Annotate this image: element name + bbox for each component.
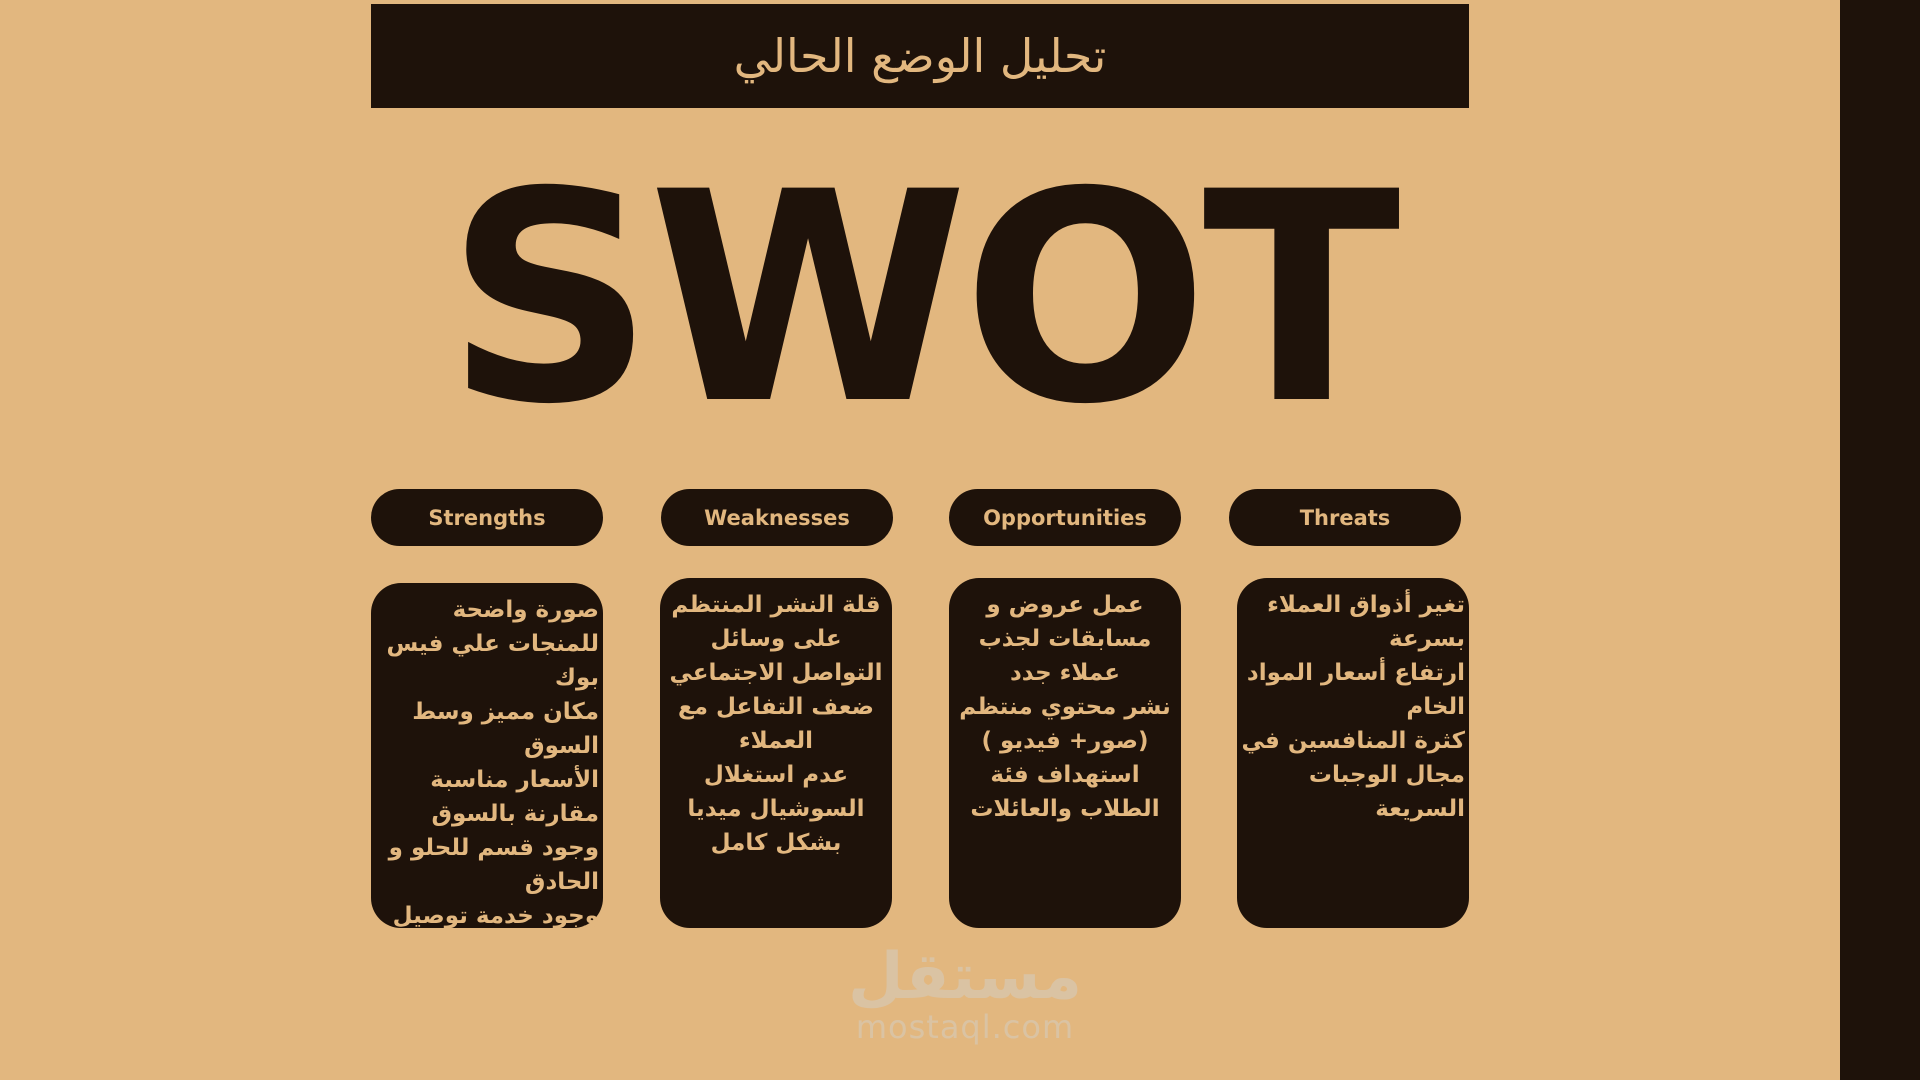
watermark <box>830 940 1100 1046</box>
threats-item: تغير أذواق العملاء بسرعة <box>1267 592 1465 652</box>
strengths-item: وجود خدمة توصيل <box>392 903 599 929</box>
weaknesses-card <box>660 578 892 928</box>
threats-item: كثرة المنافسين في مجال الوجبات السريعة <box>1241 728 1465 822</box>
strengths-label: Strengths <box>371 489 603 546</box>
strengths-item: الأسعار مناسبة مقارنة بالسوق <box>430 767 599 827</box>
watermark-latin: mostaql.com <box>855 1008 1075 1046</box>
strengths-item: وجود قسم للحلو و الحادق <box>388 835 599 895</box>
threats-card <box>1237 578 1469 928</box>
strengths-card <box>371 583 603 928</box>
opportunities-item: عمل عروض و مسابقات لجذب عملاء جدد <box>978 592 1152 686</box>
threats-item: ارتفاع أسعار المواد الخام <box>1246 660 1465 720</box>
swot-heading: SWOT <box>445 131 1395 468</box>
opportunities-item: استهداف فئة الطلاب والعائلات <box>970 762 1160 822</box>
watermark-arabic: مستقل <box>847 940 1083 1014</box>
weaknesses-item: ضعف التفاعل مع العملاء <box>678 694 874 754</box>
weaknesses-label: Weaknesses <box>661 489 893 546</box>
strengths-item: مكان مميز وسط السوق <box>412 699 599 759</box>
weaknesses-item: عدم استغلال السوشيال ميديا بشكل كامل <box>687 762 865 856</box>
page-title: تحليل الوضع الحالي <box>733 29 1107 83</box>
strengths-item: صورة واضحة للمنجات علي فيس بوك <box>386 597 599 691</box>
weaknesses-item: قلة النشر المنتظم على وسائل التواصل الاجتماعي <box>669 592 883 686</box>
opportunities-label: Opportunities <box>949 489 1181 546</box>
title-banner <box>371 4 1469 108</box>
opportunities-card <box>949 578 1181 928</box>
right-edge-bar <box>1840 0 1920 1080</box>
threats-label: Threats <box>1229 489 1461 546</box>
opportunities-item: نشر محتوي منتظم (صور+ فيديو ) <box>959 694 1171 754</box>
